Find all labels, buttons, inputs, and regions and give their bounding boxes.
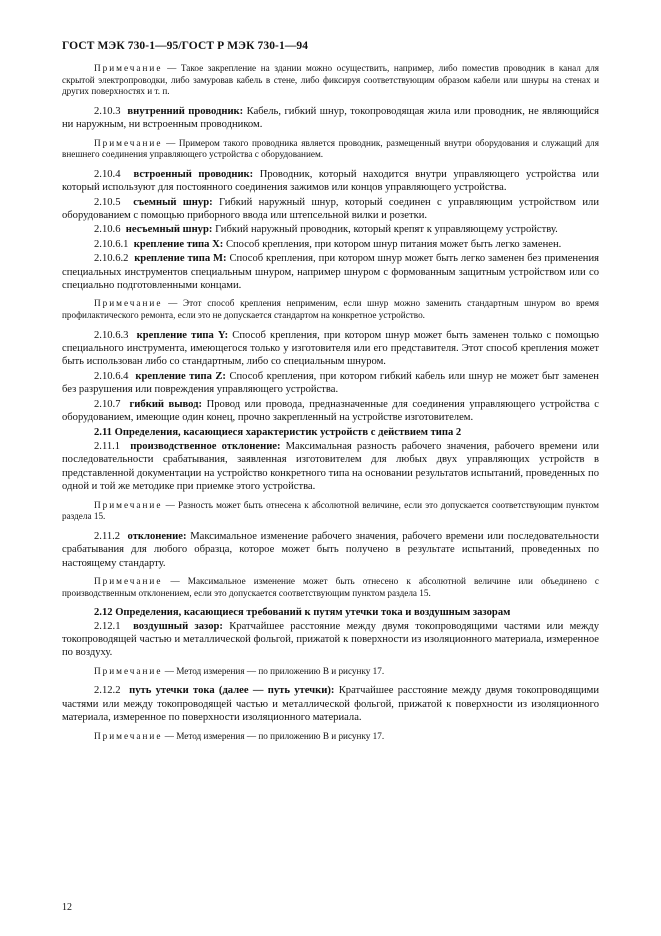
clause-2-10-6-2: 2.10.6.2 крепление типа M: Способ крепления, при котором шнур может быть легко заменен без применения специальных инструментов специальным шнуром, например шнуром с формованным защитным устройством или со специально подготовленными концами. [62, 253, 600, 292]
page-number: 12 [62, 902, 72, 913]
clause-2-12-1: 2.12.1 воздушный зазор: Кратчайшее расстояние между двумя токопроводящими частями или между токопроводящей частью и металлической фольгой, прижатой к поверхности из изоляционного материала, измеренное по воздуху. [62, 620, 599, 659]
clause-2-10-5: 2.10.5 съемный шнур: Гибкий наружный шнур, который соединен с управляющим устройством или оборудованием с помощью приборного ввода или штепсельной вилки и розетки. [62, 196, 599, 221]
note-1: Примечание — Такое закрепление на здании можно осуществить, например, либо поместив проводник в канал для скрытой электропроводки, либо замуровав кабель в стене, либо фиксируя соответствующим образом кабели или шнуры на стенах и других поверхностях и т. п. [62, 63, 600, 97]
note-label: Примечание [94, 63, 163, 73]
clause-2-10-4: 2.10.4 встроенный проводник: Проводник, который находится внутри управляющего устройства или который используют для постоянного соединения зажимов или концов управляющего устройства. [62, 168, 599, 194]
clause-2-11-2: 2.11.2 отклонение: Максимальное изменение рабочего значения, рабочего времени или последовательности срабатывания для любого образца, которое может быть получено в результате испытаний, проведенных по настоящему стандарту. [62, 530, 600, 569]
clause-2-11-1: 2.11.1 производственное отклонение: Максимальная разность рабочего значения, рабочего времени или последовательности срабатывания, заявленная изготовителем для любых двух управляющих устройств в представленной документации на устройство конкретного типа на основании результатов испытаний, проведенных по одной и той же методике при приемке этого устройства. [62, 440, 599, 493]
document-header: ГОСТ МЭК 730-1—95/ГОСТ Р МЭК 730-1—94 [62, 40, 309, 52]
note-3: Примечание — Этот способ крепления неприменим, если шнур можно заменить стандартным шнуром во время профилактического ремонта, если это не допускается стандартом на конкретное устройство. [62, 298, 599, 321]
clause-2-10-7: 2.10.7 гибкий вывод: Провод или провода, предназначенные для соединения управляющего устройства с оборудованием, имеющие один конец, прочно закрепленный на устройстве изготовителем. [62, 398, 599, 424]
clause-2-10-3: 2.10.3 внутренний проводник: Кабель, гибкий шнур, токопроводящая жила или проводник, не являющийся ни наружным, ни встроенным проводником. [62, 105, 599, 131]
clause-2-12-2: 2.12.2 путь утечки тока (далее — путь утечки): Кратчайшее расстояние между двумя токопроводящими частями или между токопроводящей частью и металлической фольгой, прижатой к поверхности из изоляционного материала, измеренное по поверхности изоляционного материала. [62, 685, 600, 724]
document-page [62, 40, 599, 749]
note-7: Примечание — Метод измерения — по приложению В и рисунку 17. [94, 730, 385, 741]
note-5: Примечание — Максимальное изменение может быть отнесено к абсолютной величине или объединено с производственным отклонением, если это допускается соответствующим пунктом раздела 15. [62, 575, 599, 598]
clause-2-10-6-1: 2.10.6.1 крепление типа X: Способ крепления, при котором шнур питания может быть легко заменен. [94, 238, 562, 250]
note-6: Примечание — Метод измерения — по приложению В и рисунку 17. [94, 665, 385, 676]
clause-2-10-6: 2.10.6 несъемный шнур: Гибкий наружный проводник, который крепят к управляющему устройству. [94, 224, 558, 236]
section-2-12-heading: 2.12 Определения, касающиеся требований к путям утечки тока и воздушным зазорам [94, 607, 511, 619]
section-2-11-heading: 2.11 Определения, касающиеся характеристик устройств с действием типа 2 [94, 427, 462, 439]
note-2: Примечание — Примером такого проводника является проводник, размещенный внутри оборудования и служащий для внешнего соединения управляющего устройства с оборудованием. [62, 137, 599, 160]
note-4: Примечание — Разность может быть отнесена к абсолютной величине, если это допускается соответствующим пунктом раздела 15. [62, 499, 600, 522]
clause-2-10-6-4: 2.10.6.4 крепление типа Z: Способ крепления, при котором гибкий кабель или шнур не может быт заменен без разрушения или повреждения управляющего устройства. [62, 370, 599, 396]
clause-2-10-6-3: 2.10.6.3 крепление типа Y: Способ крепления, при котором шнур может быть заменен только с помощью специального инструмента, имеющегося только у изготовителя или его представителя. Этот способ крепления может быть использован либо со стандартным, либо со специальным шнуром. [62, 329, 599, 368]
